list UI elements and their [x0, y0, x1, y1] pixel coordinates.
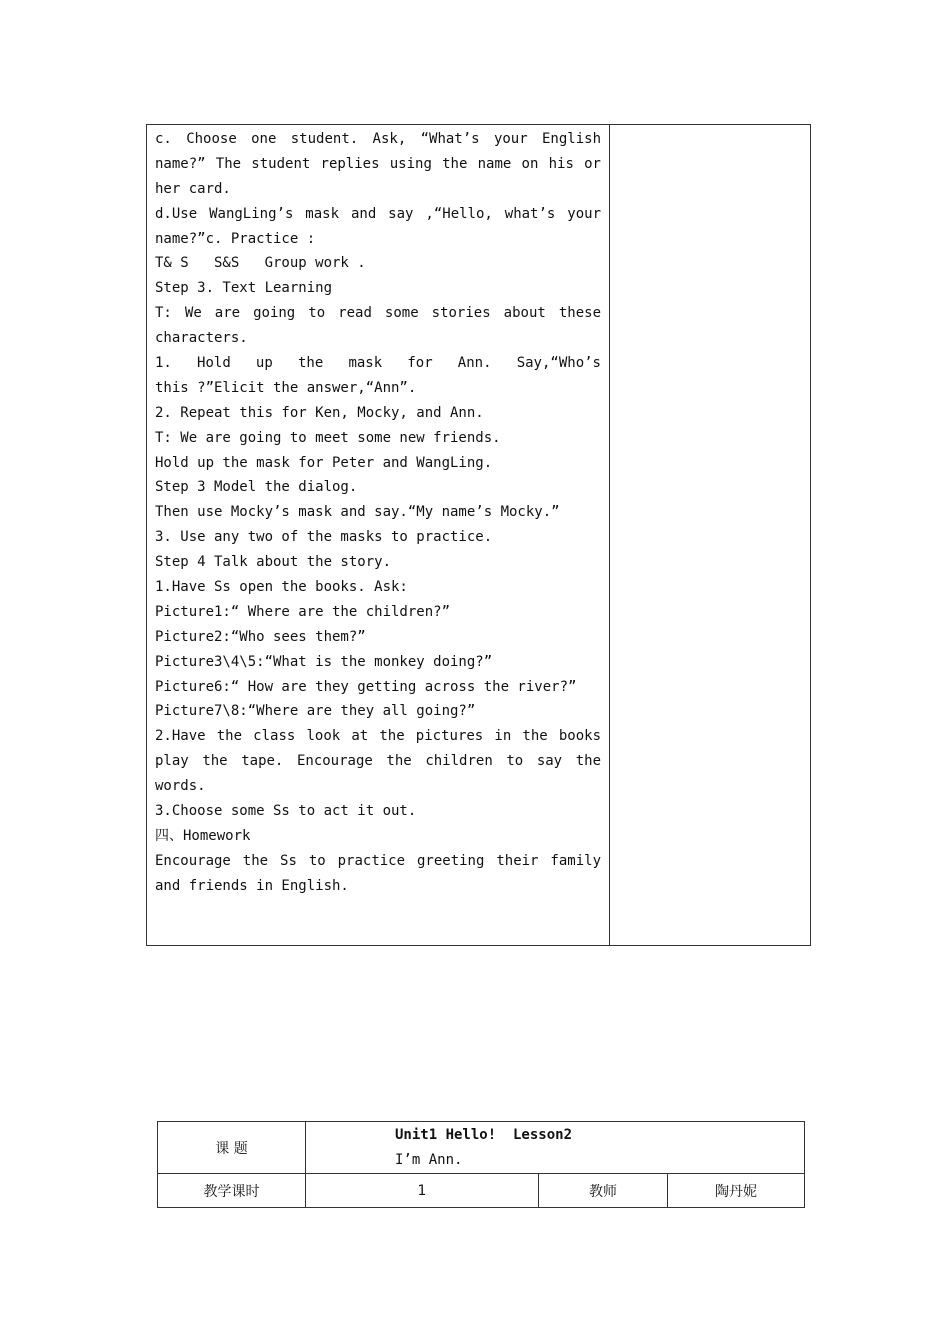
lesson-line: Picture6:“ How are they getting across the river?”	[155, 678, 577, 695]
lesson-line: name?” The student replies using the name on his or	[155, 155, 601, 172]
lesson-line: name?”c. Practice :	[155, 230, 316, 247]
lesson-line: 四、Homework	[155, 827, 251, 844]
lesson-line: 3. Use any two of the masks to practice.	[155, 529, 493, 546]
lesson-line: Step 4 Talk about the story.	[155, 554, 392, 571]
lesson-procedure-table	[146, 124, 811, 946]
lesson-line: her card.	[155, 180, 231, 197]
lesson-line: Picture1:“ Where are the children?”	[155, 603, 451, 620]
lesson-line: 2.Have the class look at the pictures in the books	[155, 728, 601, 745]
lesson-line: Encourage the Ss to practice greeting their family	[155, 852, 601, 869]
lesson-line: T& S S&S Group work .	[155, 255, 366, 272]
teacher-label: 教师	[589, 1184, 617, 1200]
lesson-line: characters.	[155, 330, 248, 347]
lesson-line: Step 3 Model the dialog.	[155, 479, 358, 496]
lesson-line: play the tape. Encourage the children to say the	[155, 753, 601, 770]
lesson-line: 1. Hold up the mask for Ann. Say,“Who’s	[155, 355, 601, 372]
lesson-line: Picture7\8:“Where are they all going?”	[155, 703, 476, 720]
lesson-title-cell	[305, 1122, 804, 1173]
hours-label: 教学课时	[203, 1184, 260, 1200]
teacher-name: 陶丹妮	[715, 1184, 757, 1200]
column-divider	[609, 125, 610, 945]
hours-value: 1	[417, 1183, 427, 1199]
lesson-line: T: We are going to read some stories about these	[155, 305, 601, 322]
subject-label: 课 题	[215, 1140, 248, 1157]
lesson-line: 2. Repeat this for Ken, Mocky, and Ann.	[155, 404, 484, 421]
lesson-line: Step 3. Text Learning	[155, 280, 333, 297]
lesson-line: Picture2:“Who sees them?”	[155, 628, 366, 645]
lesson-line: d.Use WangLing’s mask and say ,“Hello, what’s your	[155, 205, 601, 222]
lesson-line: words.	[155, 778, 206, 795]
lesson-line: c. Choose one student. Ask, “What’s your English	[155, 131, 601, 147]
lesson-title-line2: I’m Ann.	[395, 1152, 463, 1168]
lesson-info-table	[157, 1121, 805, 1208]
lesson-line: Picture3\4\5:“What is the monkey doing?”	[155, 653, 493, 670]
lesson-text-cell	[155, 127, 601, 899]
lesson-line: Then use Mocky’s mask and say.“My name’s Mocky.”	[155, 504, 560, 521]
lesson-line: and friends in English.	[155, 877, 349, 894]
lesson-title-line1: Unit1 Hello! Lesson2	[395, 1127, 573, 1143]
lesson-line: this ?”Elicit the answer,“Ann”.	[155, 379, 417, 396]
lesson-line: 1.Have Ss open the books. Ask:	[155, 579, 408, 596]
lesson-line: 3.Choose some Ss to act it out.	[155, 803, 417, 820]
lesson-line: Hold up the mask for Peter and WangLing.	[155, 454, 493, 471]
lesson-line: T: We are going to meet some new friends.	[155, 429, 501, 446]
